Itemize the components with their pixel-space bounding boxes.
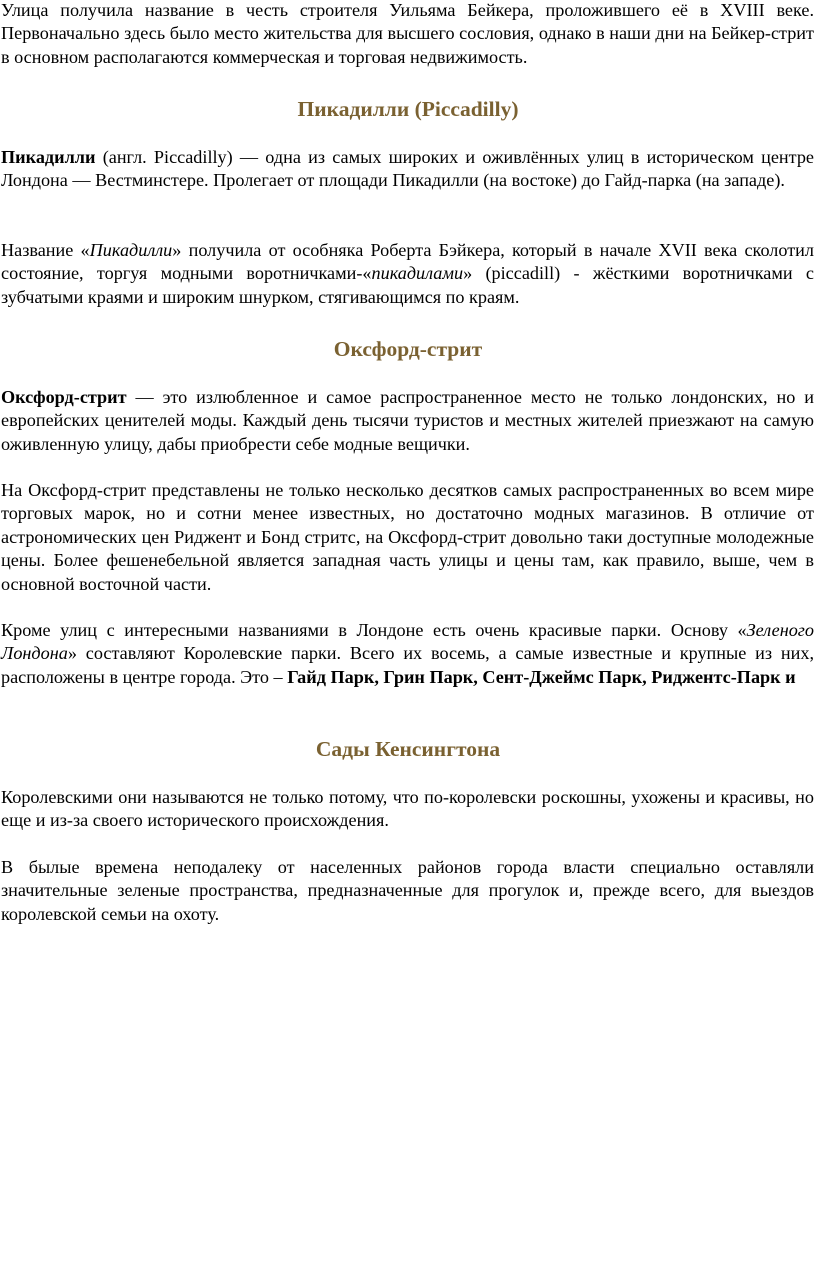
parks-paragraph [1,619,814,689]
piccadilly-p2-part2: » получила от особняка Роберта Бэйкера, который в начале XVII века сколотил состояние, торгуя модными воротничками-« [1,240,814,284]
oxford-paragraph-1 [1,386,814,456]
heading-kensington-gardens: Сады Кенсингтона [315,737,501,761]
piccadilly-p2-part1: Название « [1,240,90,260]
piccadilly-paragraph-2 [1,239,814,309]
oxford-term: Оксфорд-стрит [1,387,127,407]
piccadilly-p1-text: (англ. Piccadilly) — одна из самых широких и оживлённых улиц в историческом центре Лондона — Вестминстере. Пролегает от площади Пикадилли (на востоке) до Гайд-парка (на западе). [1,147,814,191]
kensington-paragraph-2: В былые времена неподалеку от населенных районов города власти специально оставляли значительные зеленые пространства, предназначенные для прогулок и, прежде всего, для выездов королевской семьи на охоту. [1,857,814,924]
piccadilly-p2-part3: » (piccadill) - жёсткими воротничками с зубчатыми краями и широким шнурком, стягивающимся по краям. [1,263,814,307]
parks-bold-list: Гайд Парк, Грин Парк, Сент-Джеймс Парк, Риджентс-Парк и [287,666,796,687]
heading-piccadilly: Пикадилли (Piccadilly) [297,97,519,121]
parks-part2: » составляют Королевские парки. Всего их восемь, а самые известные и крупные из них, расположены в центре города. Это – [1,643,814,687]
parks-italic: Зеленого Лондона [1,620,814,664]
oxford-paragraph-2: На Оксфорд-стрит представлены не только несколько десятков самых распространенных во всем мире торговых марок, но и сотни менее известных, но достаточно модных магазинов. В отличие от астрономических цен Риджент и Бонд стритс, на Оксфорд-стрит довольно таки доступные молодежные цены. Более фешенебельной является западная часть улицы и цены там, как правило, выше, чем в основной восточной части. [1,480,814,594]
piccadilly-term: Пикадилли [1,147,96,167]
parks-part1: Кроме улиц с интересными названиями в Лондоне есть очень красивые парки. Основу « [1,620,747,640]
heading-oxford-street: Оксфорд-стрит [333,337,483,361]
piccadilly-paragraph-1 [1,146,814,193]
piccadilly-p2-italic1: Пикадилли [89,240,173,260]
kensington-paragraph-1: Королевскими они называются не только потому, что по-королевски роскошны, ухожены и красивы, но еще и из-за своего исторического происхождения. [1,787,814,831]
oxford-p1-text: — это излюбленное и самое распространенное место не только лондонских, но и европейских ценителей моды. Каждый день тысячи туристов и местных жителей приезжают на самую оживленную улицу, дабы приобрести себе модные вещички. [1,387,814,454]
intro-paragraph: Улица получила название в честь строителя Уильяма Бейкера, проложившего её в XVIII веке. Первоначально здесь было место жительства для высшего сословия, однако в наши дни на Бейкер-стрит в основном располагаются коммерческая и торговая недвижимость. [1,0,814,67]
piccadilly-p2-italic2: пикадилами [371,263,464,284]
